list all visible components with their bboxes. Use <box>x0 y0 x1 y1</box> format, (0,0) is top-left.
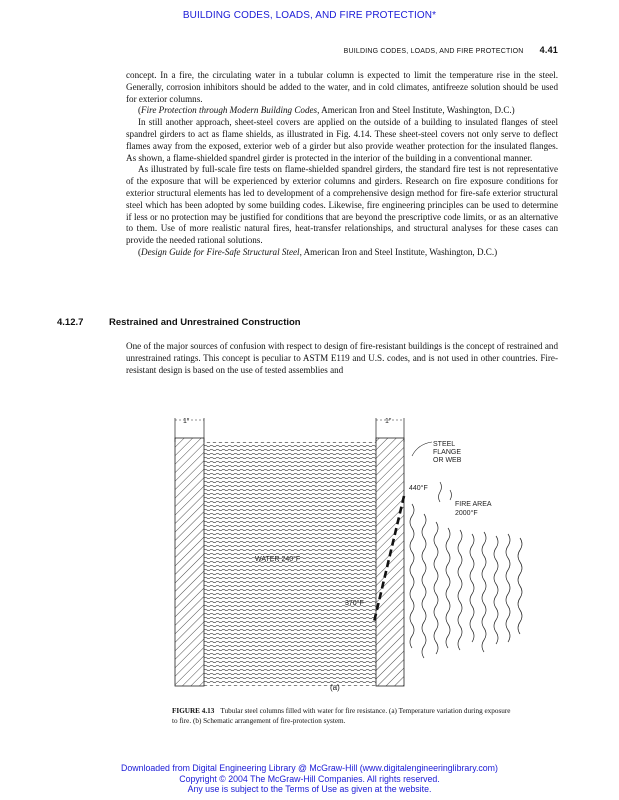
label-steel: STEEL <box>433 441 456 448</box>
footer-line-2: Copyright © 2004 The McGraw-Hill Companies. All rights reserved. <box>179 773 440 784</box>
citation-2: (Design Guide for Fire-Safe Structural Steel, American Iron and Steel Institute, Washington, D.C.) <box>138 246 498 257</box>
section-title: Restrained and Unrestrained Construction <box>109 317 301 328</box>
section-number: 4.12.7 <box>57 317 84 328</box>
steel-leader <box>412 442 432 456</box>
section-heading <box>57 317 301 328</box>
paragraph-1: concept. In a fire, the circulating water in a tubular column is expected to limit the temperature rise in the steel. Generally, corrosion inhibitors should be added to the water, and in cold climates, antifreeze solution should be used for exterior columns. <box>126 70 558 104</box>
figure-4-13a <box>150 404 550 704</box>
paragraph-3: As illustrated by full-scale fire tests on flame-shielded spandrel girders, the standard fire test is not representative of the exposure that will be experienced by exterior columns and girders. Research on fire exposure conditions for exterior structural elements has led to development of a comprehensive design method for fire-safe exterior structural steel which has been adopted by some building codes. Likewise, fire engineering principles can be used to determine if less or no protection may be justified for conditions that are beyond the prescriptive code limits, or as an alternative to them. Use of more realistic natural fires, heat-transfer relationships, and structural analyses for these cases can provide the needed rational solutions. <box>126 164 558 246</box>
running-head-title: BUILDING CODES, LOADS, AND FIRE PROTECTION <box>343 48 524 55</box>
section-body <box>126 341 558 376</box>
flames <box>410 482 522 658</box>
label-2000: 2000°F <box>455 510 478 517</box>
label-flange: FLANGE <box>433 449 462 456</box>
citation-2-title: Design Guide for Fire-Safe Structural Steel <box>141 246 300 257</box>
citation-1-title: Fire Protection through Modern Building Codes <box>141 105 318 116</box>
figure-caption <box>172 707 517 726</box>
footer <box>0 763 619 795</box>
chapter-banner: BUILDING CODES, LOADS, AND FIRE PROTECTION* <box>182 10 437 21</box>
caption-title: FIGURE 4.13 <box>172 707 215 715</box>
citation-2-rest: , American Iron and Steel Institute, Washington, D.C.) <box>299 246 498 257</box>
footer-line-1[interactable]: Downloaded from Digital Engineering Library @ McGraw-Hill (www.digitalengineeringlibrary.com) <box>121 763 498 773</box>
caption-text: Tubular steel columns filled with water for fire resistance. (a) Temperature variation during exposure to fire. (b) Schematic arrangement of fire-protection system. <box>172 707 511 725</box>
dim-right-label: 1" <box>385 418 392 425</box>
label-440: 440°F <box>409 485 428 492</box>
paragraph-2: In still another approach, sheet-steel covers are applied on the outside of a building to insulated flanges of steel spandrel girders to act as flame shields, as illustrated in Fig. 4.14. These sheet-steel covers not only serve to deflect flames away from the exposed, exterior web of a girder but also provide weather protection for the insulated flanges. As shown, a flame-shielded spandrel girder is protected in the interior of the building in a conventional manner. <box>126 117 558 163</box>
running-head <box>344 45 558 55</box>
citation-1-rest: , American Iron and Steel Institute, Washington, D.C.) <box>317 105 515 116</box>
right-steel-wall <box>376 438 404 686</box>
water-core <box>204 442 376 686</box>
label-water: WATER 240°F <box>255 556 301 563</box>
label-web: OR WEB <box>433 457 462 464</box>
page-number: 4.41 <box>539 45 558 55</box>
body-text <box>126 70 558 259</box>
label-370: 370°F <box>345 600 364 607</box>
footer-line-3[interactable]: Any use is subject to the Terms of Use as given at the website. <box>187 784 432 794</box>
dim-left-label: 1" <box>183 418 190 425</box>
left-steel-wall <box>175 438 204 686</box>
label-fire-area: FIRE AREA <box>455 501 492 508</box>
figure-sub-label: (a) <box>330 683 340 692</box>
citation-1: (Fire Protection through Modern Building Codes, American Iron and Steel Institute, Washington, D.C.) <box>138 105 515 116</box>
section-paragraph: One of the major sources of confusion with respect to design of fire-resistant buildings is the concept of restrained and unrestrained ratings. This concept is peculiar to ASTM E119 and U.S. codes, and is not used in other countries. Fire-resistant design is based on the use of tested assemblies and <box>126 341 558 375</box>
